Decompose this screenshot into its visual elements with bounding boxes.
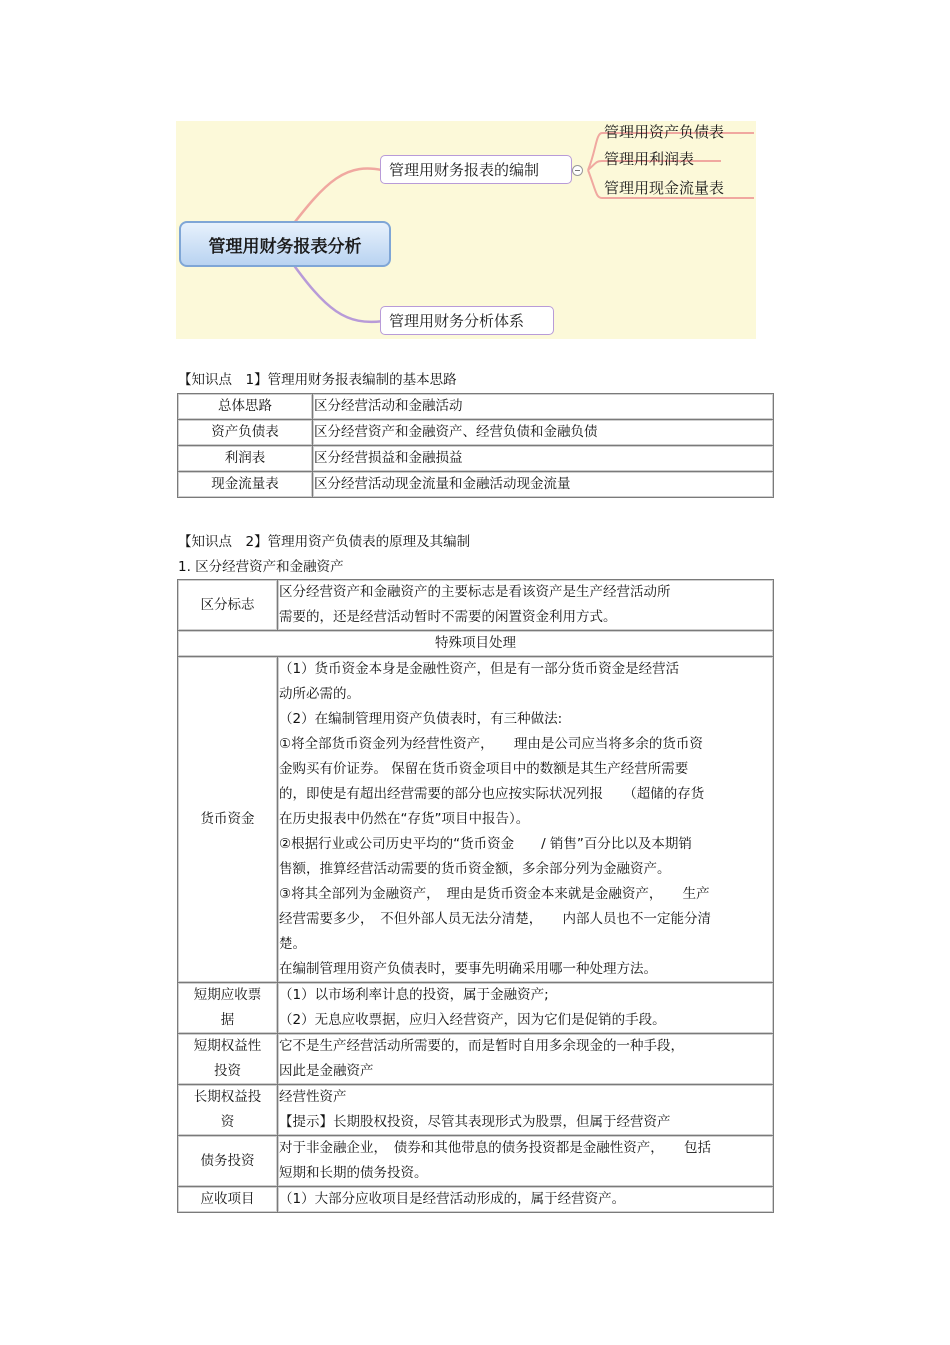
row-content xyxy=(278,580,774,631)
table-row xyxy=(178,1085,774,1136)
row-label xyxy=(178,983,278,1034)
table-row xyxy=(178,1136,774,1187)
text-line: 短期和长期的债务投资。 xyxy=(279,1165,428,1181)
row-label xyxy=(178,1187,278,1213)
row-content xyxy=(278,657,774,983)
text-line: 它不是生产经营活动所需要的，而是暂时自用多余现金的一种手段， xyxy=(279,1038,684,1054)
table-row xyxy=(178,446,774,472)
label-line: 投资 xyxy=(214,1063,241,1079)
table-row xyxy=(178,1187,774,1213)
text-line: 在历史报表中仍然在“存货”项目中报告）。 xyxy=(279,811,530,827)
text-line: ②根据行业或公司历史平均的“货币资金 / 销售”百分比以及本期销 xyxy=(279,836,692,852)
row-label: 总体思路 xyxy=(178,394,313,420)
row-content: 区分经营损益和金融损益 xyxy=(313,446,774,472)
table-row xyxy=(178,631,774,657)
table-row xyxy=(178,983,774,1034)
label-line: 债务投资 xyxy=(200,1152,255,1169)
row-label: 区分标志 xyxy=(178,580,278,631)
row-label: 现金流量表 xyxy=(178,472,313,498)
mind-map-branch-report-preparation[interactable]: 管理用财务报表的编制 xyxy=(380,155,572,184)
label-line: 据 xyxy=(220,1012,235,1028)
table-row xyxy=(178,472,774,498)
mind-map-root[interactable]: 管理用财务报表分析 xyxy=(179,221,391,267)
row-label: 利润表 xyxy=(178,446,313,472)
row-label xyxy=(178,1085,278,1136)
text-line: 动所必需的。 xyxy=(279,686,360,702)
section2-subheading: 1. 区分经营资产和金融资产 xyxy=(178,559,344,575)
mind-map-branch-analysis-system[interactable]: 管理用财务分析体系 xyxy=(380,306,554,335)
text-line: 经营需要多少， 不但外部人员无法分清楚， 内部人员也不一定能分清 xyxy=(279,911,711,927)
text-line: （1）以市场利率计息的投资，属于金融资产; xyxy=(279,987,549,1003)
text-line: 售额，推算经营活动需要的货币资金额，多余部分列为金融资产。 xyxy=(279,861,671,877)
text-line: 需要的，还是经营活动暂时不需要的闲置资金利用方式。 xyxy=(279,609,617,625)
label-line: 短期应收票 xyxy=(193,987,262,1003)
text-line: 的，即使是有超出经营需要的部分也应按实际状况列报 （超储的存货 xyxy=(279,786,705,802)
table-row xyxy=(178,657,774,983)
label-line: 货币资金 xyxy=(200,811,255,827)
row-content xyxy=(278,1187,774,1213)
text-line: 对于非金融企业， 债券和其他带息的债务投资都是金融性资产， 包括 xyxy=(279,1140,711,1156)
row-label xyxy=(178,1136,278,1187)
row-label xyxy=(178,1034,278,1085)
label-line: 资 xyxy=(220,1114,235,1130)
text-line: （2）在编制管理用资产负债表时，有三种做法: xyxy=(279,711,563,727)
table-row xyxy=(178,394,774,420)
text-line: （1）大部分应收项目是经营活动形成的，属于经营资产。 xyxy=(279,1191,626,1207)
table-row xyxy=(178,420,774,446)
section2-heading: 【知识点 2】管理用资产负债表的原理及其编制 xyxy=(178,534,471,550)
row-label xyxy=(178,657,278,983)
row-content xyxy=(278,1085,774,1136)
special-items-header: 特殊项目处理 xyxy=(178,631,774,657)
section1-heading: 【知识点 1】管理用财务报表编制的基本思路 xyxy=(178,372,457,388)
label-line: 短期权益性 xyxy=(193,1038,262,1054)
section1-table xyxy=(177,393,774,498)
text-line: （2）无息应收票据，应归入经营资产，因为它们是促销的手段。 xyxy=(279,1012,666,1028)
collapse-toggle-icon[interactable] xyxy=(572,165,583,176)
text-line: 在编制管理用资产负债表时，要事先明确采用哪一种处理方法。 xyxy=(279,961,657,977)
label-line: 应收项目 xyxy=(200,1191,255,1207)
text-line: 金购买有价证券。 保留在货币资金项目中的数额是其生产经营所需要 xyxy=(279,761,689,777)
table-row xyxy=(178,1034,774,1085)
text-line: 【提示】长期股权投资，尽管其表现形式为股票，但属于经营资产 xyxy=(279,1114,671,1130)
row-content xyxy=(278,1034,774,1085)
table-row xyxy=(178,580,774,631)
mind-map-leaf-balance-sheet[interactable]: 管理用资产负债表 xyxy=(604,123,725,141)
mind-map-leaf-income-statement[interactable]: 管理用利润表 xyxy=(604,150,695,168)
label-line: 长期权益投 xyxy=(193,1089,262,1105)
text-line: 区分经营资产和金融资产的主要标志是看该资产是生产经营活动所 xyxy=(279,584,671,600)
text-line: 楚。 xyxy=(279,936,306,952)
row-label: 资产负债表 xyxy=(178,420,313,446)
row-content: 区分经营资产和金融资产、经营负债和金融负债 xyxy=(313,420,774,446)
text-line: ③将其全部列为金融资产， 理由是货币资金本来就是金融资产， 生产 xyxy=(279,886,710,902)
text-line: （1）货币资金本身是金融性资产，但是有一部分货币资金是经营活 xyxy=(279,661,680,677)
row-content: 区分经营活动和金融活动 xyxy=(313,394,774,420)
row-content: 区分经营活动现金流量和金融活动现金流量 xyxy=(313,472,774,498)
mind-map xyxy=(176,121,756,339)
text-line: ①将全部货币资金列为经营性资产， 理由是公司应当将多余的货币资 xyxy=(279,736,703,752)
row-content xyxy=(278,1136,774,1187)
text-line: 经营性资产 xyxy=(279,1089,347,1105)
mind-map-leaf-cash-flow[interactable]: 管理用现金流量表 xyxy=(604,179,725,197)
row-content xyxy=(278,983,774,1034)
text-line: 因此是金融资产 xyxy=(279,1063,374,1079)
section2-table xyxy=(177,579,774,1213)
